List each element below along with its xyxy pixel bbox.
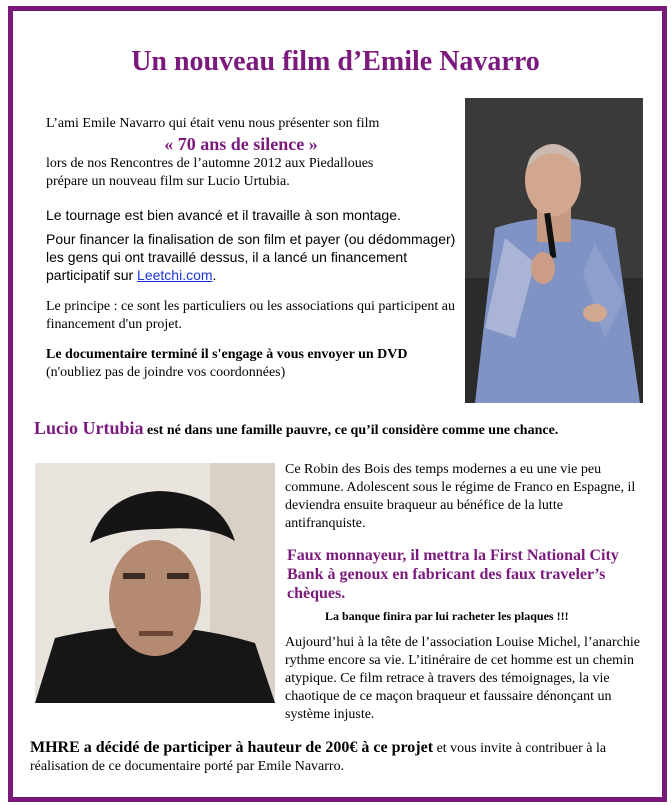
mhre-text xyxy=(30,739,650,776)
financement-body: Pour financer la finalisation de son film et payer (ou dédommager) les gens qui ont travaillé dessus, il a lancé un financement participatif sur xyxy=(46,231,456,283)
mhre-bold: MHRE a décidé de participer à hauteur de 200€ à ce projet xyxy=(30,739,434,756)
financement-suffix: . xyxy=(212,267,217,283)
emile-navarro-photo xyxy=(465,98,643,403)
page-title: Un nouveau film d’Emile Navarro xyxy=(131,46,540,77)
tournage-text: Le tournage est bien avancé et il travaille à son montage. xyxy=(46,207,401,223)
financement-text xyxy=(46,230,456,284)
lucio-urtubia-photo xyxy=(35,463,275,703)
principe-text: Le principe : ce sont les particuliers ou les associations qui participent au financement d'un projet. xyxy=(46,299,455,332)
robin-text: Ce Robin des Bois des temps modernes a eu une vie peu commune. Adolescent sous le régime de Franco en Espagne, il deviendra ensuite braqueur au bénéfice de la lutte antifranquiste. xyxy=(285,462,636,531)
banque-text: La banque finira par lui racheter les plaques !!! xyxy=(325,609,569,623)
lucio-heading-rest: est né dans une famille pauvre, ce qu’il considère comme une chance. xyxy=(143,423,559,438)
intro-line2: lors de nos Rencontres de l’automne 2012 aux Piedalloues xyxy=(46,156,374,171)
intro-text xyxy=(46,115,456,191)
documentaire-note: (n'oubliez pas de joindre vos coordonnées) xyxy=(46,365,286,380)
lucio-heading xyxy=(34,419,654,440)
leetchi-link[interactable]: Leetchi.com xyxy=(137,267,213,283)
documentaire-bold: Le documentaire terminé il s'engage à vous envoyer un DVD xyxy=(46,347,408,362)
documentaire-text xyxy=(46,346,456,382)
mhre-rest: et vous invite à contribuer à la réalisation de ce documentaire porté par Emile Navarro. xyxy=(30,741,607,774)
intro-line3: prépare un nouveau film sur Lucio Urtubia. xyxy=(46,174,290,189)
lucio-name: Lucio Urtubia xyxy=(34,418,144,438)
faux-monnayeur-text: Faux monnayeur, il mettra la First National City Bank à genoux en fabricant des faux traveler’s chèques. xyxy=(287,547,619,602)
film-title: « 70 ans de silence » xyxy=(164,134,318,154)
aujourdhui-text: Aujourd’hui à la tête de l’association Louise Michel, l’anarchie rythme encore sa vie. L’itinéraire de cet homme est un chemin atypique. Ce film retrace à travers des témoignages, la vie chaotique de ce maçon braqueur et faussaire dénonçant un système injuste. xyxy=(285,635,640,722)
intro-line1: L’ami Emile Navarro qui était venu nous présenter son film xyxy=(46,116,380,131)
